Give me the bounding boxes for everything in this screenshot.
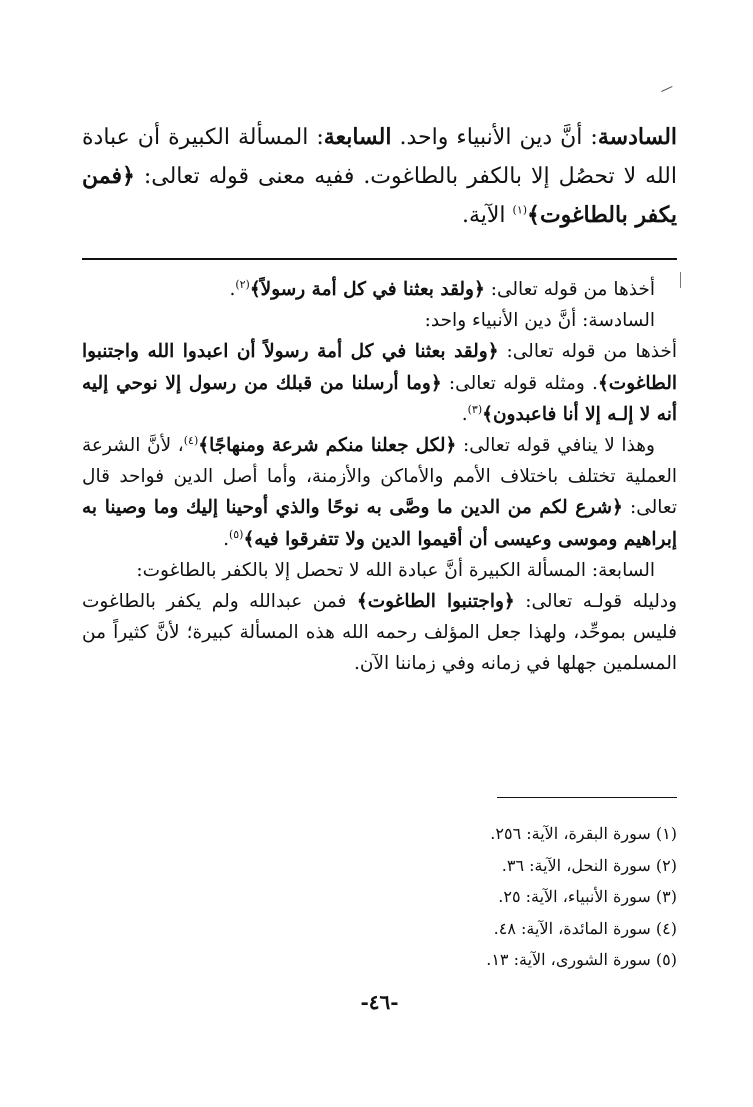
commentary-text: وهذا لا ينافي قوله تعالى: [456,435,655,457]
quran-verse: ﴿وما أرسلنا من قبلك من رسول إلا نوحي إليه أنه لا إلـه إلا أنا فاعبدون﴾ [82,372,677,425]
quran-verse: ﴿شرع لكم من الدين ما وصَّى به نوحًا والذي أوحينا إليك وما وصينا به إبراهيم وموسى وعيسى أن أقيموا الدين ولا تتفرقوا فيه﴾ [82,497,677,550]
commentary-paragraph [82,336,677,430]
commentary-text: أخذها من قوله تعالى: [498,341,677,363]
main-paragraph [82,118,677,235]
commentary-text: أخذها من قوله تعالى: [484,279,655,300]
footnote-item: (٣) سورة الأنبياء، الآية: ٢٥. [498,887,677,906]
stray-mark [680,272,689,288]
footnote-ref[interactable]: (٣) [467,402,483,416]
commentary-paragraph [82,430,677,555]
footnote-ref[interactable]: (٤) [183,433,199,447]
section-divider [82,258,677,260]
seventh-sep: : [308,125,324,150]
footnote-item: (٢) سورة النحل، الآية: ٣٦. [501,855,677,875]
footnote-ref[interactable]: (١) [512,203,528,217]
commentary-paragraph [82,305,677,336]
quran-verse: ﴿واجتنبوا الطاغوت﴾ [356,591,515,613]
main-text [82,118,677,235]
book-page [82,0,677,1107]
commentary-text: . [223,528,229,550]
lead-sep: : [582,125,598,150]
commentary-text: . [461,403,468,425]
quran-verse: ﴿فمن يكفر بالطاغوت﴾ [82,163,677,228]
commentary-paragraph [82,274,677,305]
page-number: -٤٦- [360,990,399,1014]
commentary [82,274,677,680]
lead-text: أنَّ دين الأنبياء واحد. [391,125,583,150]
commentary-text: فمن عبدالله ولم يكفر بالطاغوت فليس بموحِّد، ولهذا جعل المؤلف رحمه الله هذه المسألة كبيرة؛ لأنَّ كثيراً من المسلمين جهلها في زمانه وفي زماننا الآن. [82,591,677,675]
footnote-item: (٥) سورة الشورى، الآية: ١٣. [486,950,677,969]
commentary-text: السادسة: أنَّ دين الأنبياء واحد: [424,310,655,332]
quran-verse: ﴿ولقد بعثنا في كل أمة رسولاً أن اعبدوا الله واجتنبوا الطاغوت﴾ [82,341,678,394]
footnote-ref[interactable]: (٢) [235,277,250,291]
commentary-text: ، لأنَّ الشرعة العملية تختلف باختلاف الأمم والأماكن والأزمنة، وأما أصل الدين فواحد قال تعالى: [82,435,677,519]
commentary-text: ودليله قولـه تعالى: [514,591,678,613]
lead-label: السادسة [597,124,678,150]
commentary-text: . ومثله قوله تعالى: [441,372,598,394]
margin-mark [661,86,677,101]
footnotes-list [82,818,677,976]
footnote-ref[interactable]: (٥) [228,527,244,541]
footnote-item: (١) سورة البقرة، الآية: ٢٥٦. [490,824,677,843]
commentary-paragraph [82,586,677,680]
commentary-paragraph [82,555,677,586]
footnote-item: (٤) سورة المائدة، الآية: ٤٨. [493,918,677,938]
main-tail: الآية. [461,203,513,228]
quran-verse: ﴿لكل جعلنا منكم شرعة ومنهاجًا﴾ [198,435,457,457]
commentary-text: السابعة: المسألة الكبيرة أنَّ عبادة الله لا تحصل إلا بالكفر بالطاغوت: [136,559,655,581]
seventh-label: السابعة [323,124,392,150]
seventh-text: المسألة الكبيرة أن عبادة الله لا تحصُل إلا بالكفر بالطاغوت. ففيه معنى قوله تعالى: [82,125,677,189]
commentary-text: . [229,279,236,300]
footnote-divider [497,797,677,798]
quran-verse: ﴿ولقد بعثنا في كل أمة رسولاً﴾ [249,279,485,300]
